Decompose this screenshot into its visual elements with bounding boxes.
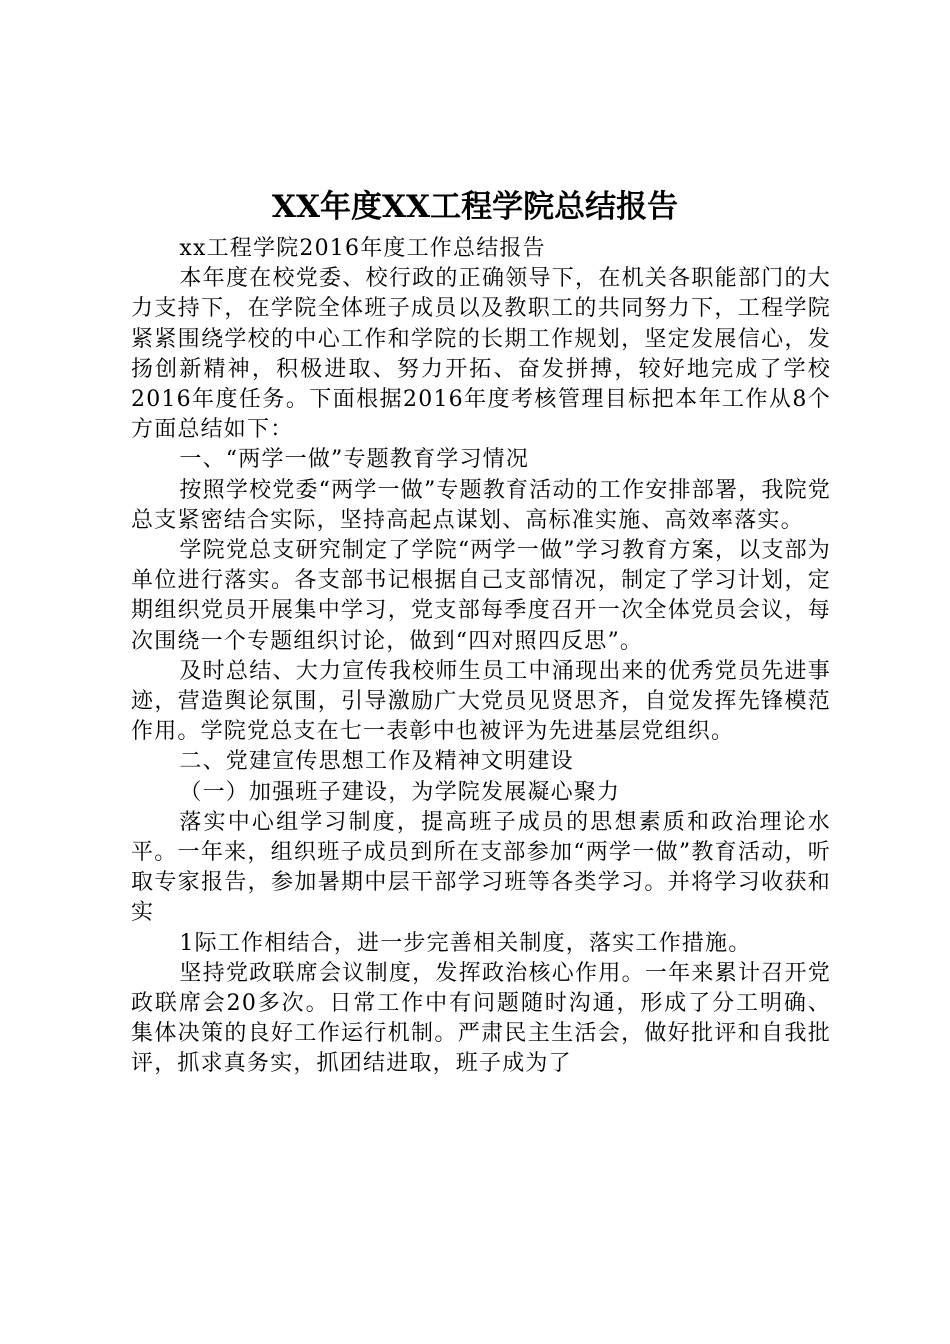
paragraph: 按照学校党委“两学一做”专题教育活动的工作安排部署，我院党总支紧密结合实际，坚持高起点谋划、高标准实施、高效率落实。 xyxy=(131,477,831,533)
paragraph: 学院党总支研究制定了学院“两学一做”学习教育方案，以支部为单位进行落实。各支部书记根据自己支部情况，制定了学习计划，定期组织党员开展集中学习，党支部每季度召开一次全体党员会议，每次围绕一个专题组织讨论，做到“四对照四反思”。 xyxy=(131,538,831,654)
document-body xyxy=(131,234,831,1080)
section-heading-1: 一、“两学一做”专题教育学习情况 xyxy=(179,447,530,473)
report-subtitle: xx工程学院2016年度工作总结报告 xyxy=(179,236,546,261)
subsection-heading-1: （一）加强班子建设，为学院发展凝心聚力 xyxy=(179,779,621,805)
paragraph: 坚持党政联席会议制度，发挥政治核心作用。一年来累计召开党政联席会20多次。日常工作中有问题随时沟通，形成了分工明确、集体决策的良好工作运行机制。严肃民主生活会，做好批评和自我批评，抓求真务实，抓团结进取，班子成为了 xyxy=(131,960,831,1077)
paragraph: 落实中心组学习制度，提高班子成员的思想素质和政治理论水平。一年来，组织班子成员到所在支部参加“两学一做”教育活动，听取专家报告，参加暑期中层干部学习班等各类学习。并将学习收获和实 xyxy=(131,809,831,926)
paragraph: 1际工作相结合，进一步完善相关制度，落实工作措施。 xyxy=(179,930,752,956)
document-title: XX年度XX工程学院总结报告 xyxy=(271,189,679,225)
paragraph: 及时总结、大力宣传我校师生员工中涌现出来的优秀党员先进事迹，营造舆论氛围，引导激励广大党员见贤思齐，自觉发挥先锋模范作用。学院党总支在七一表彰中也被评为先进基层党组织。 xyxy=(131,658,831,745)
section-heading-2: 二、党建宣传思想工作及精神文明建设 xyxy=(179,749,574,775)
intro-paragraph: 本年度在校党委、校行政的正确领导下，在机关各职能部门的大力支持下，在学院全体班子成员以及教职工的共同努力下，工程学院紧紧围绕学校的中心工作和学院的长期工作规划，坚定发展信心，发扬创新精神，积极进取、努力开拓、奋发拼搏，较好地完成了学校2016年度任务。下面根据2016年度考核管理目标把本年工作从8个方面总结如下： xyxy=(131,266,831,443)
